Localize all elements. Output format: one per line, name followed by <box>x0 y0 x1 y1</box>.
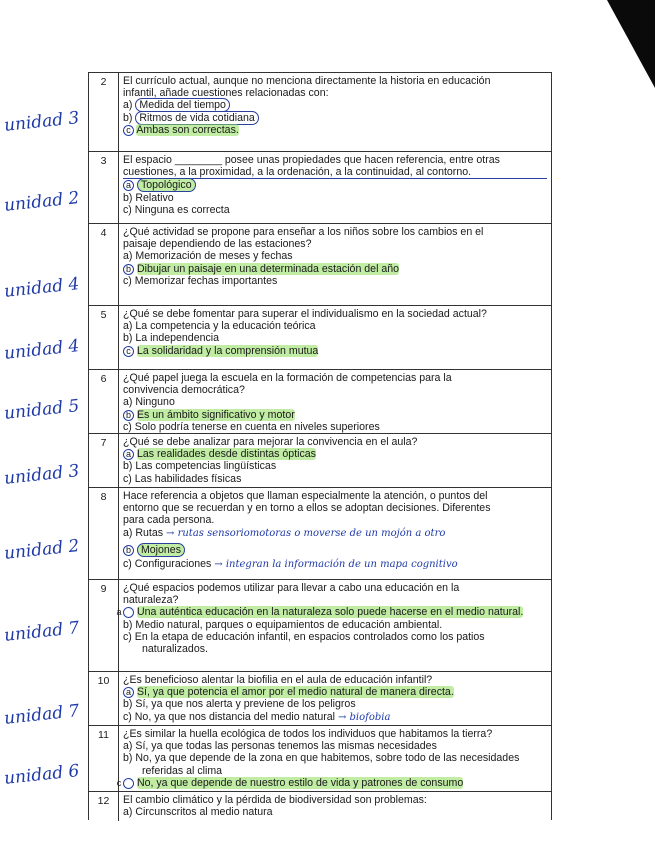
option-text: Ninguno <box>135 396 175 409</box>
question-body <box>123 75 547 136</box>
question-number: 3 <box>89 152 119 224</box>
handwritten-note: → integran la información de un mapa cognitivo <box>214 559 458 571</box>
option-text: Ninguna es correcta <box>134 203 230 216</box>
option-text: La solidaridad y la comprensión mutua <box>136 344 319 357</box>
margin-note: unidad 2 <box>3 536 81 564</box>
option-text: Medida del tiempo <box>135 98 230 112</box>
selected-mark: c <box>123 346 134 357</box>
answer-option-selected <box>116 776 547 789</box>
margin-note: unidad 7 <box>3 618 81 646</box>
option-letter: b) <box>123 460 133 473</box>
question-number: 11 <box>89 726 119 792</box>
question-text: ¿Es similar la huella ecológica de todos los individuos que habitamos la tierra? <box>123 728 493 740</box>
option-letter: b) <box>123 618 133 631</box>
option-text: Sí, ya que potencia el amor por el medio natural de manera directa. <box>136 686 454 699</box>
question-number: 4 <box>89 224 119 306</box>
answer-option-selected <box>123 448 547 460</box>
answer-option-selected <box>123 179 547 191</box>
selected-mark: b <box>123 410 134 421</box>
question-body <box>123 372 547 433</box>
option-text: Mojones <box>137 543 185 557</box>
option-text: Una auténtica educación en la naturaleza solo puede hacerse en el medio natural. <box>136 606 524 619</box>
option-text: Sí, ya que nos alerta y previene de los peligros <box>135 698 356 711</box>
question-text: para cada persona. <box>123 514 215 527</box>
answer-option <box>123 740 547 752</box>
option-text: Las habilidades físicas <box>134 472 242 485</box>
handwritten-note: → rutas sensoriomotoras o moverse de un mojón a otro <box>166 527 446 539</box>
question-text: naturaleza? <box>123 594 179 607</box>
question-body <box>123 308 547 357</box>
option-text: Es un ámbito significativo y motor <box>136 408 295 421</box>
answer-option <box>123 421 547 433</box>
option-text: Relativo <box>135 191 174 204</box>
option-letter: c) <box>123 630 132 643</box>
margin-note: unidad 2 <box>3 188 81 216</box>
selected-mark: b <box>123 264 134 275</box>
answer-option <box>123 112 547 124</box>
question-text: ¿Qué papel juega la escuela en la formación de competencias para la <box>123 372 452 384</box>
scan-corner-shadow <box>607 0 655 88</box>
option-text: No, ya que nos distancia del medio natural <box>134 710 336 723</box>
question-number: 9 <box>89 580 119 672</box>
margin-note: unidad 3 <box>3 108 81 136</box>
handwritten-note: → biofobia <box>337 711 391 723</box>
question-body <box>116 582 547 656</box>
question-row <box>89 73 551 151</box>
option-letter: b) <box>123 111 133 124</box>
option-letter: c <box>126 124 131 135</box>
selected-mark: a <box>123 449 134 460</box>
option-letter: c) <box>123 203 132 216</box>
selected-mark <box>123 125 134 136</box>
selected-mark: a <box>123 180 134 191</box>
answer-option <box>123 558 547 571</box>
question-text: Hace referencia a objetos que llaman especialmente la atención, o puntos del <box>123 490 488 502</box>
question-number: 2 <box>89 73 119 151</box>
question-text: infantil, añade cuestiones relacionadas con: <box>123 87 329 100</box>
answer-option <box>123 806 547 818</box>
selected-mark: a <box>123 687 134 698</box>
option-text: La competencia y la educación teórica <box>135 320 316 333</box>
question-text: ¿Qué espacios podemos utilizar para llevar a cabo una educación en la <box>123 582 460 594</box>
option-text: Topológico <box>137 178 196 192</box>
option-letter: c) <box>123 274 132 287</box>
answer-option <box>123 698 547 710</box>
option-letter: a) <box>123 99 133 112</box>
option-letter: c) <box>123 558 132 571</box>
answer-option <box>123 752 547 776</box>
question-body <box>123 154 547 216</box>
question-body <box>123 794 547 818</box>
question-number: 8 <box>89 488 119 580</box>
answer-option <box>123 204 547 216</box>
question-text: El cambio climático y la pérdida de biodiversidad son problemas: <box>123 794 427 806</box>
option-letter: c) <box>123 710 132 723</box>
option-letter: a) <box>123 250 133 263</box>
selected-mark: c <box>123 778 134 789</box>
question-body <box>123 226 547 287</box>
margin-note: unidad 7 <box>3 701 81 729</box>
answer-option <box>123 332 547 344</box>
option-text: Medio natural, parques o equipamientos de educación ambiental. <box>135 618 443 631</box>
option-letter: a) <box>123 740 133 753</box>
margin-note: unidad 4 <box>3 274 81 302</box>
question-text: ¿Qué se debe fomentar para superar el individualismo en la sociedad actual? <box>123 308 487 320</box>
answer-option-selected <box>123 124 547 136</box>
question-row <box>89 151 551 224</box>
answer-option <box>123 396 547 408</box>
option-letter: b) <box>123 332 133 345</box>
answer-option-selected <box>116 606 547 619</box>
question-body <box>123 490 547 571</box>
option-text: Memorización de meses y fechas <box>135 250 293 263</box>
question-row <box>89 305 551 370</box>
question-number: 6 <box>89 370 119 434</box>
answer-option <box>123 473 547 485</box>
option-text: Ritmos de vida cotidiana <box>135 111 258 125</box>
option-letter: a) <box>123 320 133 333</box>
selected-mark: b <box>123 545 134 556</box>
question-row <box>89 725 551 792</box>
answer-option-selected <box>123 544 547 556</box>
question-text: convivencia democrática? <box>123 384 245 397</box>
question-row <box>89 369 551 434</box>
selected-mark: a <box>123 607 134 618</box>
option-text: Rutas <box>135 526 164 539</box>
question-text: ¿Es beneficioso alentar la biofilia en el aula de educación infantil? <box>123 674 433 686</box>
answer-option <box>123 527 547 540</box>
option-text: No, ya que depende de la zona en que habitemos, sobre todo de las necesidades referidas al clima <box>135 752 520 777</box>
option-letter: b) <box>123 752 133 765</box>
question-row <box>89 433 551 488</box>
answer-option <box>123 275 547 287</box>
option-text: Sí, ya que todas las personas tenemos las mismas necesidades <box>135 740 437 753</box>
answer-option-selected <box>123 263 547 275</box>
question-number: 10 <box>89 672 119 726</box>
option-text: No, ya que depende de nuestro estilo de vida y patrones de consumo <box>136 776 464 789</box>
answer-option <box>123 619 547 631</box>
question-number: 7 <box>89 434 119 488</box>
option-text: En la etapa de educación infantil, en espacios controlados como los patios naturalizados. <box>134 630 485 656</box>
answer-option <box>123 250 547 262</box>
question-body <box>123 436 547 485</box>
option-letter: c) <box>123 472 132 485</box>
question-row <box>89 791 551 821</box>
option-text: Configuraciones <box>134 558 212 571</box>
question-number: 12 <box>89 792 119 821</box>
option-letter: b) <box>123 191 133 204</box>
question-text: entorno que se recuerdan y en torno a ellos se adoptan decisiones. Diferentes <box>123 502 491 515</box>
answer-option-selected <box>123 345 547 357</box>
answer-option <box>123 320 547 332</box>
answer-option <box>123 631 547 655</box>
option-text: Ambas son correctas. <box>136 123 239 136</box>
option-letter: c) <box>123 420 132 433</box>
question-body <box>123 674 547 724</box>
question-row <box>89 223 551 306</box>
option-letter: a) <box>123 806 133 819</box>
option-text: Las competencias lingüísticas <box>135 460 277 473</box>
option-text: La independencia <box>135 332 220 345</box>
question-number: 5 <box>89 306 119 370</box>
option-letter: a) <box>123 396 133 409</box>
question-text: cuestiones, a la proximidad, a la ordenación, a la continuidad, al contorno. <box>123 166 547 179</box>
question-body <box>116 728 547 789</box>
option-letter: b) <box>123 698 133 711</box>
option-text: Circunscritos al medio natura <box>135 806 273 819</box>
answer-option-selected <box>123 409 547 421</box>
answer-option <box>123 711 547 724</box>
question-text: ¿Qué se debe analizar para mejorar la convivencia en el aula? <box>123 436 418 448</box>
answer-option-selected <box>123 686 547 698</box>
question-text: El currículo actual, aunque no menciona directamente la historia en educación <box>123 75 491 87</box>
question-row <box>89 579 551 672</box>
margin-note: unidad 3 <box>3 461 81 489</box>
option-text: Memorizar fechas importantes <box>134 274 278 287</box>
answer-option <box>123 99 547 111</box>
option-text: Dibujar un paisaje en una determinada estación del año <box>136 262 400 275</box>
question-row <box>89 487 551 580</box>
option-letter: a) <box>123 526 133 539</box>
margin-note: unidad 5 <box>3 396 81 424</box>
question-text: El espacio ________ posee unas propiedades que hacen referencia, entre otras <box>123 154 500 166</box>
answer-option <box>123 460 547 472</box>
question-row <box>89 671 551 726</box>
margin-note: unidad 6 <box>3 761 81 789</box>
answer-option <box>123 192 547 204</box>
question-table <box>88 72 552 820</box>
question-text: paisaje dependiendo de las estaciones? <box>123 238 312 251</box>
option-text: Las realidades desde distintas ópticas <box>136 448 316 461</box>
margin-note: unidad 4 <box>3 336 81 364</box>
question-text: ¿Qué actividad se propone para enseñar a los niños sobre los cambios en el <box>123 226 484 238</box>
option-text: Solo podría tenerse en cuenta en niveles superiores <box>134 420 380 433</box>
